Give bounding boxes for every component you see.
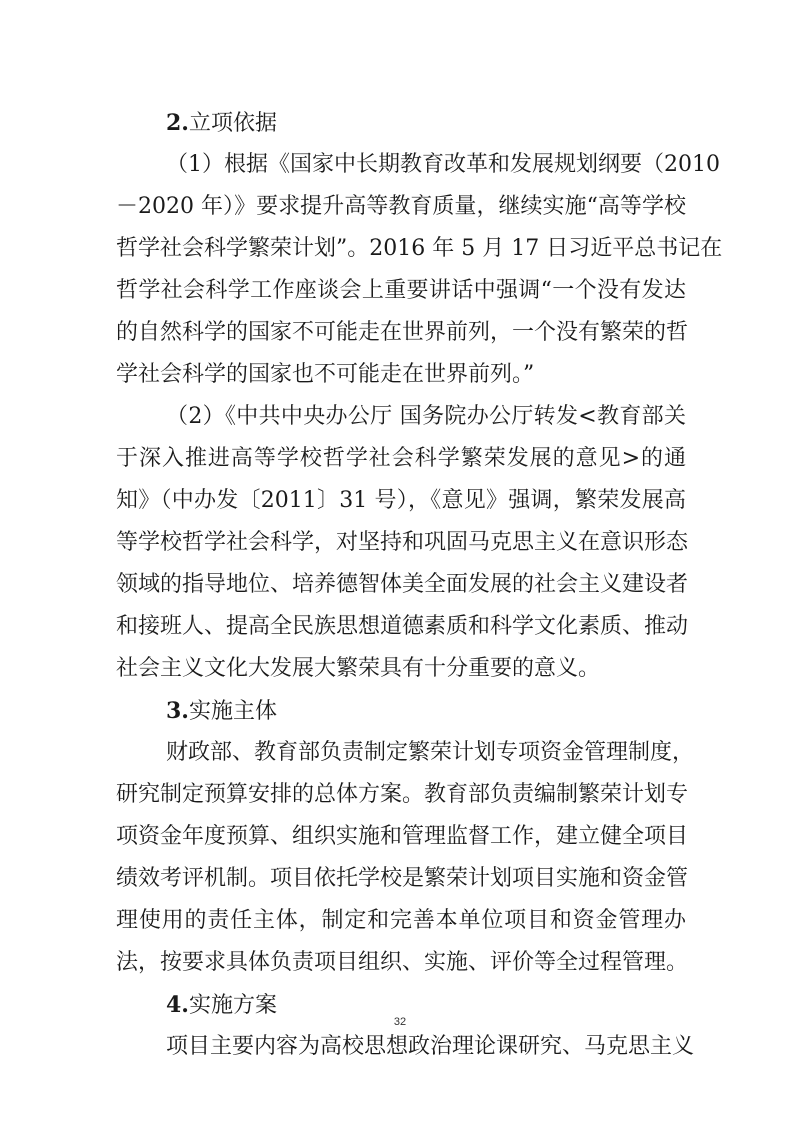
paragraph-line: 于深入推进高等学校哲学社会科学繁荣发展的意见>的通 [116, 446, 686, 471]
paragraph-line: 学社会科学的国家也不可能走在世界前列。” [116, 362, 535, 387]
section-title: 实施主体 [188, 699, 277, 724]
paragraph-line: （1）根据《国家中长期教育改革和发展规划纲要（2010 [166, 152, 720, 177]
paragraph-line: 理使用的责任主体，制定和完善本单位项目和资金管理办 [116, 908, 686, 933]
paragraph-line: 哲学社会科学工作座谈会上重要讲话中强调“一个没有发达 [116, 278, 686, 303]
section-number: 4. [166, 992, 189, 1018]
paragraph-line: 的自然科学的国家不可能走在世界前列，一个没有繁荣的哲 [116, 320, 689, 345]
paragraph-line: 项目主要内容为高校思想政治理论课研究、马克思主义 [166, 1034, 695, 1059]
section-number: 3. [166, 698, 189, 724]
page-number: 32 [393, 1016, 407, 1028]
paragraph-line: 和接班人、提高全民族思想道德素质和科学文化素质、推动 [116, 614, 689, 639]
section-title: 实施方案 [188, 993, 277, 1018]
section-number: 2. [166, 110, 189, 136]
paragraph-line: －2020 年）》要求提升高等教育质量，继续实施“高等学校 [116, 194, 686, 219]
paragraph-line: 财政部、教育部负责制定繁荣计划专项资金管理制度， [166, 740, 695, 765]
section-title: 立项依据 [188, 111, 277, 136]
paragraph-line: 等学校哲学社会科学，对坚持和巩固马克思主义在意识形态 [116, 530, 689, 555]
paragraph-line: 社会主义文化大发展大繁荣具有十分重要的意义。 [116, 656, 601, 681]
paragraph-line: 哲学社会科学繁荣计划”。2016 年 5 月 17 日习近平总书记在 [116, 236, 723, 261]
paragraph-line: 研究制定预算安排的总体方案。教育部负责编制繁荣计划专 [116, 782, 689, 807]
paragraph-line: 知》（中办发〔2011〕31 号），《意见》强调，繁荣发展高 [116, 488, 686, 513]
section-heading-3 [166, 696, 277, 726]
section-heading-2 [166, 108, 277, 138]
paragraph-line: （2）《中共中央办公厅 国务院办公厅转发<教育部关 [166, 404, 686, 429]
paragraph-line: 项资金年度预算、组织实施和管理监督工作，建立健全项目 [116, 824, 689, 849]
paragraph-line: 领域的指导地位、培养德智体美全面发展的社会主义建设者 [116, 572, 689, 597]
paragraph-line: 绩效考评机制。项目依托学校是繁荣计划项目实施和资金管 [116, 866, 689, 891]
paragraph-line: 法，按要求具体负责项目组织、实施、评价等全过程管理。 [116, 950, 689, 975]
